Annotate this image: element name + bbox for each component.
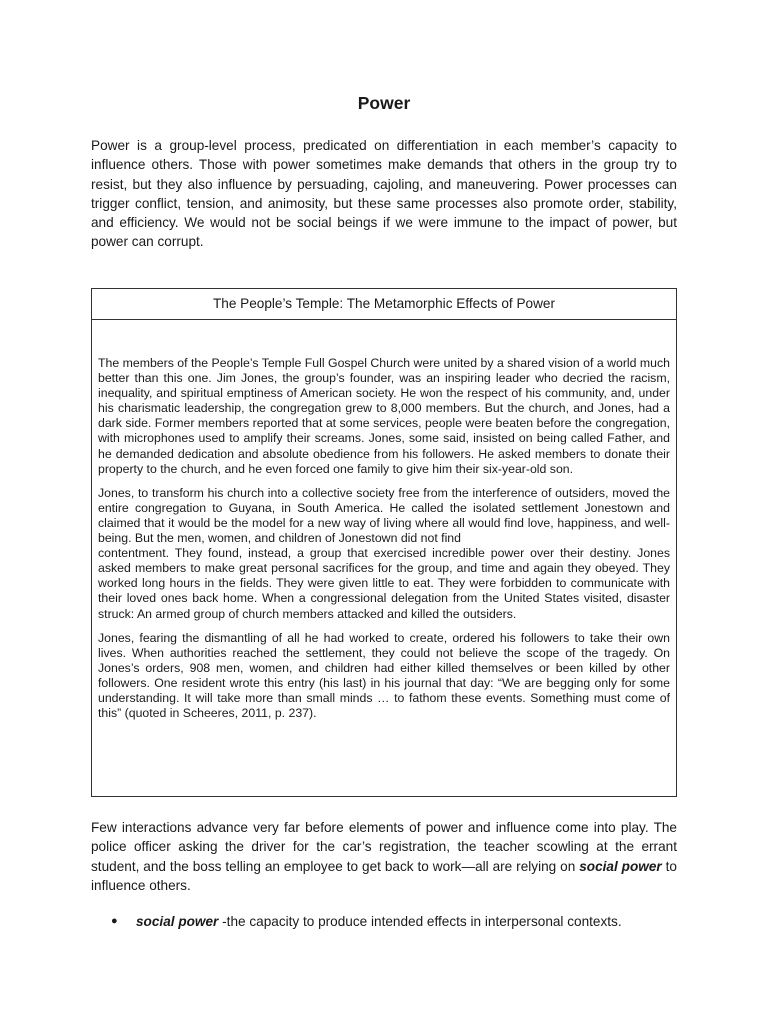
- case-study-paragraph-2: Jones, to transform his church into a collective society free from the interference of outsiders, moved the entire congregation to Guyana, in South America. He called the isolated settlement Jonestown and claimed that it would be the model for a new way of living where all would find love, happiness, and well-being. But the men, women, and children of Jonestown did not find: [98, 485, 670, 546]
- case-study-paragraph-1: The members of the People’s Temple Full Gospel Church were united by a shared vision of a world much better than this one. Jim Jones, the group’s founder, was an inspiring leader who decried the racism, inequality, and spiritual emptiness of American society. He won the respect of his community, and, under his charismatic leadership, the congregation grew to 8,000 members. But the church, and Jones, had a dark side. Former members reported that at some services, people were beaten before the congregation, with microphones used to amplify their screams. Jones, some said, insisted on being called Father, and he demanded dedication and absolute obedience from his followers. He asked members to donate their property to the church, and he even forced one family to give him their six-year-old son.: [98, 356, 670, 476]
- definition-description: -the capacity to produce intended effects in interpersonal contexts.: [218, 914, 622, 929]
- definition-text: [136, 912, 622, 931]
- case-study-paragraph-4: Jones, fearing the dismantling of all he had worked to create, ordered his followers to take their own lives. When authorities reached the settlement, they could not believe the scope of the tragedy. On Jones’s orders, 908 men, women, and children had either killed themselves or been killed by other followers. One resident wrote this entry (his last) in his journal that day: “We are begging only for some understanding. It will take more than small minds … to fathom these events. Something must come of this” (quoted in Scheeres, 2011, p. 237).: [98, 630, 670, 721]
- case-study-body: [92, 320, 676, 721]
- key-term: social power: [579, 858, 662, 874]
- intro-paragraph: Power is a group-level process, predicated on differentiation in each member’s capacity to influence others. Those with power sometimes make demands that others in the group try to resist, but they also influence by persuading, cajoling, and maneuvering. Power processes can trigger conflict, tension, and animosity, but these same processes also promote order, stability, and efficiency. We would not be social beings if we were immune to the impact of power, but power can corrupt.: [91, 138, 677, 250]
- paragraph-text-start: Few interactions advance very far before elements of power and influence come into play. The police officer asking the driver for the car’s registration, the teacher scowling at the errant student, and the boss telling an employee to get back to work—all are relying on: [91, 820, 677, 874]
- paragraph-text-end: to influence others.: [91, 858, 677, 893]
- case-study-box: [91, 288, 677, 797]
- definition-term: social power: [136, 914, 219, 929]
- bullet-icon: ●: [111, 915, 118, 927]
- power-interactions-paragraph: [91, 818, 677, 895]
- case-study-paragraph-3: contentment. They found, instead, a group that exercised incredible power over their destiny. Jones asked members to make great personal sacrifices for the group, and time and again they obeyed. They worked long hours in the fields. They were given little to eat. They were forbidden to communicate with their loved ones back home. When a congressional delegation from the United States visited, disaster struck: An armed group of church members attacked and killed the outsiders.: [98, 546, 670, 621]
- page-title: Power: [357, 93, 411, 113]
- definition-list-item: [111, 912, 677, 931]
- case-study-heading: The People’s Temple: The Metamorphic Effects of Power: [92, 289, 676, 320]
